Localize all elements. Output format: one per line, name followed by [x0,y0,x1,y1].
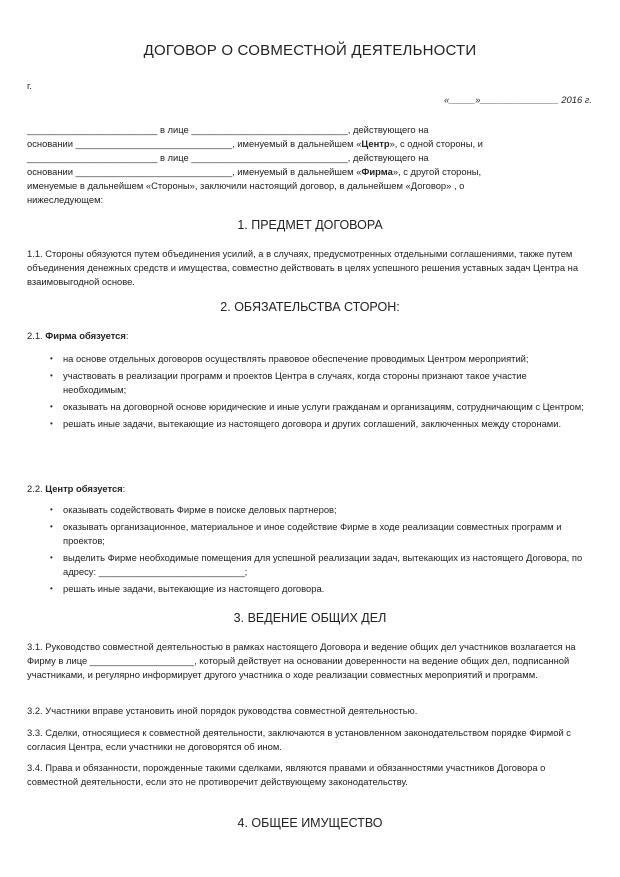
preamble-line: _________________________ в лице ______________________________, действующего на [27,152,429,163]
clause-3-3: 3.3. Сделки, относящиеся к совместной деятельности, заключаются в установленном законодательством порядке Фирмой с согласия Центра, если участники не договорятся об ином. [27,727,571,752]
section-heading-1: 1. ПРЕДМЕТ ДОГОВОРА [237,218,383,232]
document-title: ДОГОВОР О СОВМЕСТНОЙ ДЕЯТЕЛЬНОСТИ [143,42,477,59]
city-field: г. [27,80,32,91]
center-obligations-list [50,503,590,599]
list-item: • решать иные задачи, вытекающие из настоящего договора. [50,582,590,596]
preamble-line: _________________________ в лице ______________________________, действующего на [27,124,429,135]
list-item: • участвовать в реализации программ и проектов Центра в случаях, когда стороны признают такое участие необходимым; [50,369,590,397]
clause-3-2: 3.2. Участники вправе установить иной порядок руководства совместной деятельностью. [27,705,418,716]
preamble-line: нижеследующем: [27,194,104,205]
party-firm-name: Фирма [361,166,393,177]
clause-1-1: 1.1. Стороны обязуются путем объединения усилий, а в случаях, предусмотренных отдельными соглашениями, также путем объединения денежных средств и имущества, совместно действовать в целях успешного решения уставных задач Центра на взаимовыгодной основе. [27,248,579,287]
list-item: • решать иные задачи, вытекающие из настоящего договора и других соглашений, заключенных между сторонами. [50,417,590,431]
preamble-line: основании ______________________________, именуемый в дальнейшем «Фирма», с другой стороны, [27,166,482,177]
section-heading-2: 2. ОБЯЗАТЕЛЬСТВА СТОРОН: [220,300,400,314]
section-heading-3: 3. ВЕДЕНИЕ ОБЩИХ ДЕЛ [233,611,387,625]
preamble-line: основании ______________________________, именуемый в дальнейшем «Центр», с одной стороны, и [27,138,483,149]
list-item: • оказывать содействовать Фирме в поиске деловых партнеров; [50,503,590,517]
clause-3-1: 3.1. Руководство совместной деятельностью в рамках настоящего Договора и ведение общих дел участников возлагается на Фирму в лице ____________________, который действует на основании доверенности на ведение общих дел, подписанной участниками, и регулярно информирует другого участника о ходе реализации совместных мероприятий и программ. [27,641,576,680]
party-center-name: Центр [361,138,390,149]
preamble [27,123,597,207]
section-heading-4: 4. ОБЩЕЕ ИМУЩЕСТВО [237,816,383,830]
clause-2-2-title: 2.2. Центр обязуется: [27,483,126,494]
list-item: • оказывать организационное, материальное и иное содействие Фирме в ходе реализации совместных программ и проектов; [50,520,590,548]
list-item: • выделить Фирме необходимые помещения для успешной реализации задач, вытекающих из настоящего Договора, по адресу: ____________________________; [50,551,590,579]
clause-2-1-title: 2.1. Фирма обязуется: [27,330,129,341]
date-field: «_____»_______________ 2016 г. [444,94,592,105]
clause-3-4: 3.4. Права и обязанности, порожденные такими сделками, являются правами и обязанностями участников Договора о совместной деятельности, если это не противоречит действующему законодательству. [27,762,546,787]
list-item: • на основе отдельных договоров осуществлять правовое обеспечение проводимых Центром мероприятий; [50,352,590,366]
list-item: • оказывать на договорной основе юридические и иные услуги гражданам и организациям, сотрудничающим с Центром; [50,400,590,414]
preamble-line: именуемые в дальнейшем «Стороны», заключили настоящий договор, в дальнейшем «Договор» , о [27,180,465,191]
firm-obligations-list [50,352,590,434]
